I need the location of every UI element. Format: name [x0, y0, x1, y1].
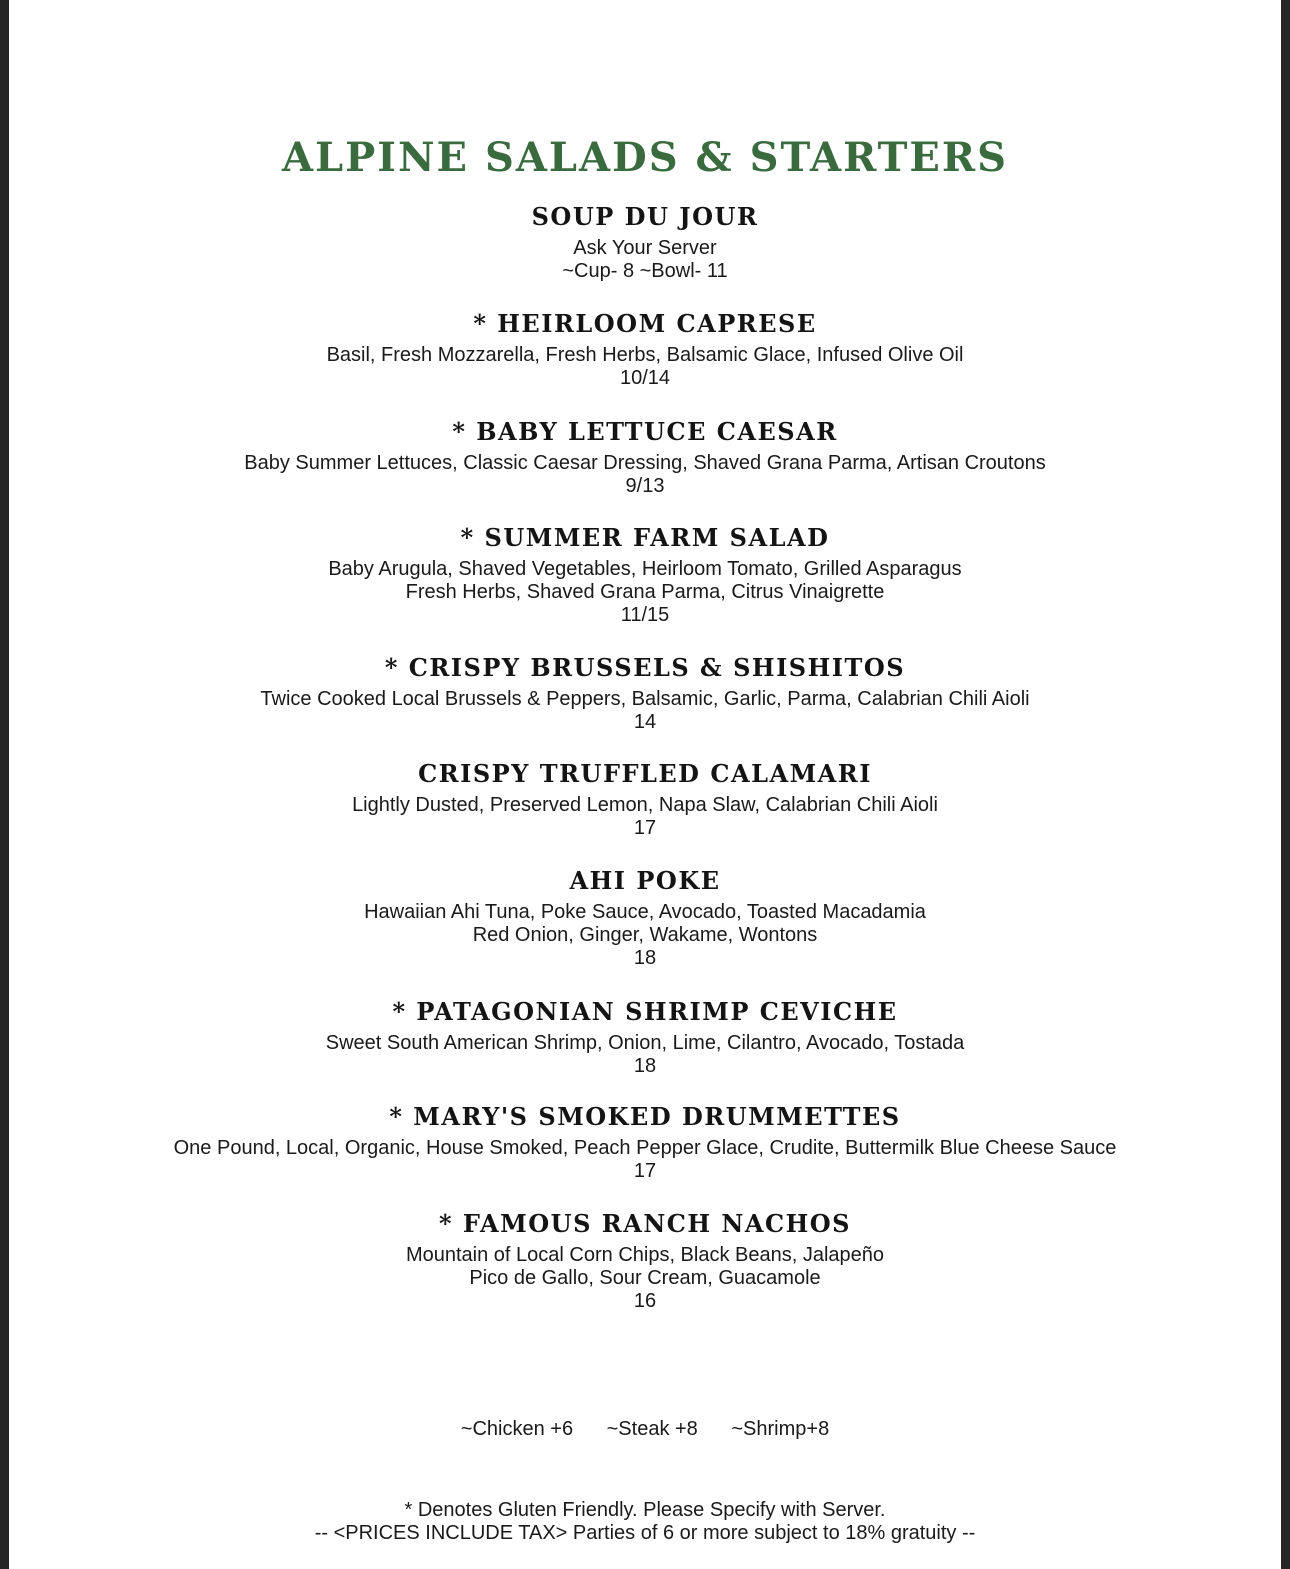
menu-title: ALPINE SALADS & STARTERS	[282, 134, 1008, 181]
item-price: 18	[633, 947, 657, 969]
item-name: * FAMOUS RANCH NACHOS	[439, 1209, 851, 1238]
item-description: Basil, Fresh Mozzarella, Fresh Herbs, Balsamic Glace, Infused Olive Oil	[326, 344, 964, 366]
menu-item-baby-lettuce-caesar	[9, 416, 1281, 498]
item-description: Sweet South American Shrimp, Onion, Lime, Cilantro, Avocado, Tostada	[325, 1032, 965, 1054]
item-name: * SUMMER FARM SALAD	[460, 523, 830, 552]
item-description: Twice Cooked Local Brussels & Peppers, Balsamic, Garlic, Parma, Calabrian Chili Aioli	[260, 688, 1030, 710]
item-price: 18	[633, 1055, 657, 1077]
item-name: CRISPY TRUFFLED CALAMARI	[418, 759, 872, 788]
menu-item-heirloom-caprese	[9, 308, 1281, 390]
item-description-line-2: Fresh Herbs, Shaved Grana Parma, Citrus Vinaigrette	[405, 581, 885, 603]
menu-item-marys-smoked-drummettes	[9, 1101, 1281, 1183]
item-name: * PATAGONIAN SHRIMP CEVICHE	[392, 997, 898, 1026]
item-description: Baby Summer Lettuces, Classic Caesar Dressing, Shaved Grana Parma, Artisan Croutons	[244, 452, 1046, 474]
item-price: 9/13	[625, 475, 665, 497]
addon-chicken: ~Chicken +6	[460, 1418, 574, 1440]
item-price: 10/14	[619, 367, 671, 389]
protein-addons	[9, 1418, 1281, 1441]
item-price: 14	[633, 711, 657, 733]
item-description-line-2: Pico de Gallo, Sour Cream, Guacamole	[469, 1267, 821, 1289]
menu-item-summer-farm-salad	[9, 522, 1281, 627]
item-price: 11/15	[620, 604, 670, 626]
menu-footer	[9, 1499, 1281, 1545]
addon-shrimp: ~Shrimp+8	[731, 1418, 830, 1440]
tax-gratuity-note: -- <PRICES INCLUDE TAX> Parties of 6 or more subject to 18% gratuity --	[314, 1522, 976, 1544]
item-description: Ask Your Server	[573, 237, 717, 259]
item-description: Baby Arugula, Shaved Vegetables, Heirloom Tomato, Grilled Asparagus	[328, 558, 962, 580]
menu-item-patagonian-shrimp-ceviche	[9, 996, 1281, 1078]
item-name: SOUP DU JOUR	[531, 202, 759, 231]
item-description-line-2: Red Onion, Ginger, Wakame, Wontons	[472, 924, 818, 946]
menu-item-crispy-truffled-calamari	[9, 758, 1281, 840]
item-price: 16	[633, 1290, 657, 1312]
item-name: AHI POKE	[569, 866, 721, 895]
menu-item-soup-du-jour	[9, 201, 1281, 283]
item-name: * HEIRLOOM CAPRESE	[473, 309, 817, 338]
item-description: Lightly Dusted, Preserved Lemon, Napa Slaw, Calabrian Chili Aioli	[352, 794, 938, 816]
item-name: * CRISPY BRUSSELS & SHISHITOS	[384, 653, 906, 682]
menu-item-crispy-brussels-shishitos	[9, 652, 1281, 734]
item-price: 17	[633, 1160, 657, 1182]
menu-item-ahi-poke	[9, 865, 1281, 970]
menu-item-famous-ranch-nachos	[9, 1208, 1281, 1313]
gluten-friendly-note: * Denotes Gluten Friendly. Please Specify with Server.	[404, 1499, 886, 1521]
item-description: Mountain of Local Corn Chips, Black Beans, Jalapeño	[405, 1244, 885, 1266]
addon-steak: ~Steak +8	[606, 1418, 698, 1440]
menu-page	[9, 0, 1281, 1569]
item-description: Hawaiian Ahi Tuna, Poke Sauce, Avocado, Toasted Macadamia	[364, 901, 926, 923]
item-name: * BABY LETTUCE CAESAR	[452, 417, 838, 446]
item-price: 17	[633, 817, 657, 839]
item-description: One Pound, Local, Organic, House Smoked, Peach Pepper Glace, Crudite, Buttermilk Blue Cheese Sauce	[173, 1137, 1117, 1159]
item-name: * MARY'S SMOKED DRUMMETTES	[389, 1102, 901, 1131]
item-price: ~Cup- 8 ~Bowl- 11	[562, 260, 728, 282]
